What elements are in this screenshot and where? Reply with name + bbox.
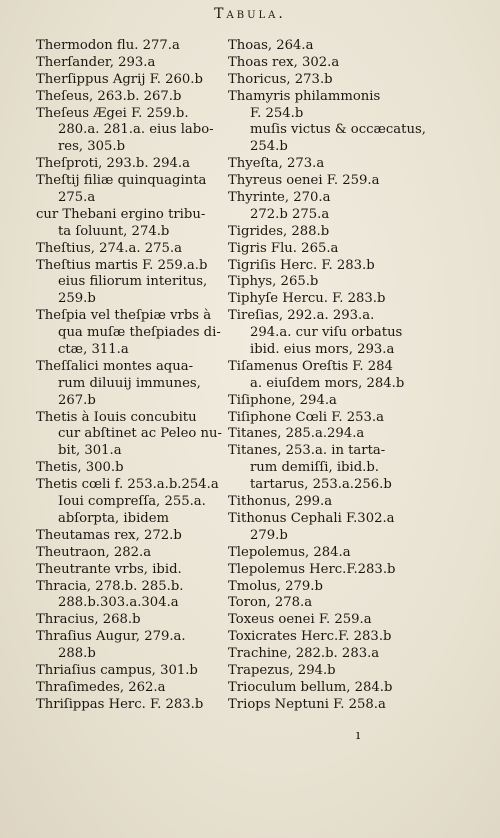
- index-entry: Titanes, 253.a. in tarta-: [228, 443, 386, 459]
- index-entry: 280.a. 281.a. eius labo-: [58, 122, 214, 138]
- index-entry: 267.b: [58, 392, 96, 408]
- index-entry: Theſeus, 263.b. 267.b: [36, 88, 182, 104]
- index-entry: Thracia, 278.b. 285.b.: [36, 578, 184, 594]
- index-entry: Tiphyſe Hercu. F. 283.b: [228, 291, 386, 307]
- index-entry: Thriſippas Herc. F. 283.b: [36, 696, 204, 712]
- index-entry: 294.a. cur viſu orbatus: [250, 325, 403, 341]
- index-entry: Theſeus Ægei F. 259.b.: [36, 105, 189, 121]
- index-entry: Thoas rex, 302.a: [228, 54, 340, 70]
- index-entry: Thetis, 300.b: [36, 460, 124, 476]
- index-entry: Theſtius martis F. 259.a.b: [36, 257, 208, 273]
- index-entry: Thyreus oenei F. 259.a: [228, 173, 380, 189]
- index-entry: Toxeus oenei F. 259.a: [228, 612, 372, 628]
- index-entry: abſorpta, ibidem: [58, 510, 170, 526]
- index-entry: bit, 301.a: [58, 443, 122, 459]
- index-entry: Theutraon, 282.a: [36, 544, 152, 560]
- index-entry: Triops Neptuni F. 258.a: [228, 696, 386, 712]
- index-entry: 279.b: [250, 527, 288, 543]
- index-entry: Thermodon flu. 277.a: [36, 38, 180, 53]
- index-entry: Theutamas rex, 272.b: [36, 527, 182, 543]
- index-entry: Thriaſius campus, 301.b: [36, 662, 198, 678]
- index-entry: Thracius, 268.b: [36, 612, 141, 628]
- index-entry: Thetis à Iouis concubitu: [36, 409, 197, 425]
- index-entry: cur abſtinet ac Peleo nu-: [58, 426, 222, 442]
- index-column-right: [228, 38, 426, 714]
- index-entry: Ioui compreſſa, 255.a.: [58, 494, 206, 510]
- index-entry: Tithonus, 299.a: [228, 494, 333, 510]
- index-entry: Thoas, 264.a: [228, 38, 314, 53]
- index-entry: res, 305.b: [58, 139, 126, 155]
- index-entry: muſis victus & occæcatus,: [250, 122, 426, 138]
- index-entry: Tigriſis Herc. F. 283.b: [228, 257, 375, 273]
- index-entry: Thyeſta, 273.a: [228, 156, 325, 172]
- index-entry: 259.b: [58, 291, 96, 307]
- index-entry: Theutrante vrbs, ibid.: [36, 561, 182, 577]
- index-entry: Trachine, 282.b. 283.a: [228, 646, 380, 662]
- index-entry: 288.b.303.a.304.a: [58, 595, 179, 611]
- index-entry: Toxicrates Herc.F. 283.b: [228, 629, 392, 645]
- index-entry: Thraſimedes, 262.a: [36, 679, 166, 695]
- index-entry: Thamyris philammonis: [228, 88, 381, 104]
- index-entry: 254.b: [250, 139, 288, 155]
- index-entry: Theſtij filiæ quinquaginta: [36, 173, 207, 189]
- index-entry: Theſproti, 293.b. 294.a: [36, 156, 190, 172]
- index-entry: ibid. eius mors, 293.a: [250, 342, 395, 358]
- index-entry: Tlepolemus Herc.F.283.b: [228, 561, 396, 577]
- index-entry: Theſpia vel theſpiæ vrbs à: [36, 308, 212, 324]
- index-entry: qua muſæ theſpiades di-: [58, 325, 221, 341]
- index-entry: a. eiuſdem mors, 284.b: [250, 375, 405, 391]
- index-entry: Tireſias, 292.a. 293.a.: [228, 308, 375, 324]
- index-entry: Theſtius, 274.a. 275.a: [36, 240, 182, 256]
- index-column-left: [36, 38, 222, 714]
- index-entry: Tiſiphone, 294.a: [228, 392, 337, 408]
- index-entry: Theſſalici montes aqua-: [36, 358, 194, 374]
- index-entry: 288.b: [58, 646, 96, 662]
- index-entry: F. 254.b: [250, 105, 304, 121]
- index-entry: cur Thebani ergino tribu-: [36, 206, 206, 222]
- index-entry: Tigris Flu. 265.a: [228, 240, 339, 256]
- index-entry: Tiſiphone Cœli F. 253.a: [228, 409, 384, 425]
- index-entry: rum diluuij immunes,: [58, 375, 201, 391]
- index-entry: Tithonus Cephali F.302.a: [228, 510, 395, 526]
- index-entry: Titanes, 285.a.294.a: [228, 426, 365, 442]
- page-mark: ı: [356, 728, 361, 743]
- index-entry: Tlepolemus, 284.a: [228, 544, 351, 560]
- index-entry: rum demiſſi, ibid.b.: [250, 460, 379, 476]
- index-entry: eius filiorum interitus,: [58, 274, 208, 290]
- index-entry: 272.b 275.a: [250, 206, 330, 222]
- index-entry: Thraſius Augur, 279.a.: [36, 629, 186, 645]
- index-entry: tartarus, 253.a.256.b: [250, 477, 392, 493]
- index-entry: Toron, 278.a: [228, 595, 313, 611]
- index-entry: ta ſoluunt, 274.b: [58, 223, 170, 239]
- index-entry: Thoricus, 273.b: [228, 71, 333, 87]
- index-entry: Trapezus, 294.b: [228, 662, 336, 678]
- index-entry: Tiſamenus Oreſtis F. 284: [228, 358, 393, 374]
- index-entry: Tigrides, 288.b: [228, 223, 330, 239]
- index-entry: Therſander, 293.a: [36, 54, 156, 70]
- index-entry: Thetis cœli f. 253.a.b.254.a: [36, 477, 219, 493]
- index-entry: Trioculum bellum, 284.b: [228, 679, 393, 695]
- index-entry: 275.a: [58, 190, 96, 206]
- index-entry: Therſippus Agrij F. 260.b: [36, 71, 203, 87]
- index-entry: Thyrinte, 270.a: [228, 190, 331, 206]
- index-entry: Tmolus, 279.b: [228, 578, 323, 594]
- index-entry: ctæ, 311.a: [58, 342, 129, 358]
- index-entry: Tiphys, 265.b: [228, 274, 319, 290]
- running-head: Tabula.: [214, 6, 286, 22]
